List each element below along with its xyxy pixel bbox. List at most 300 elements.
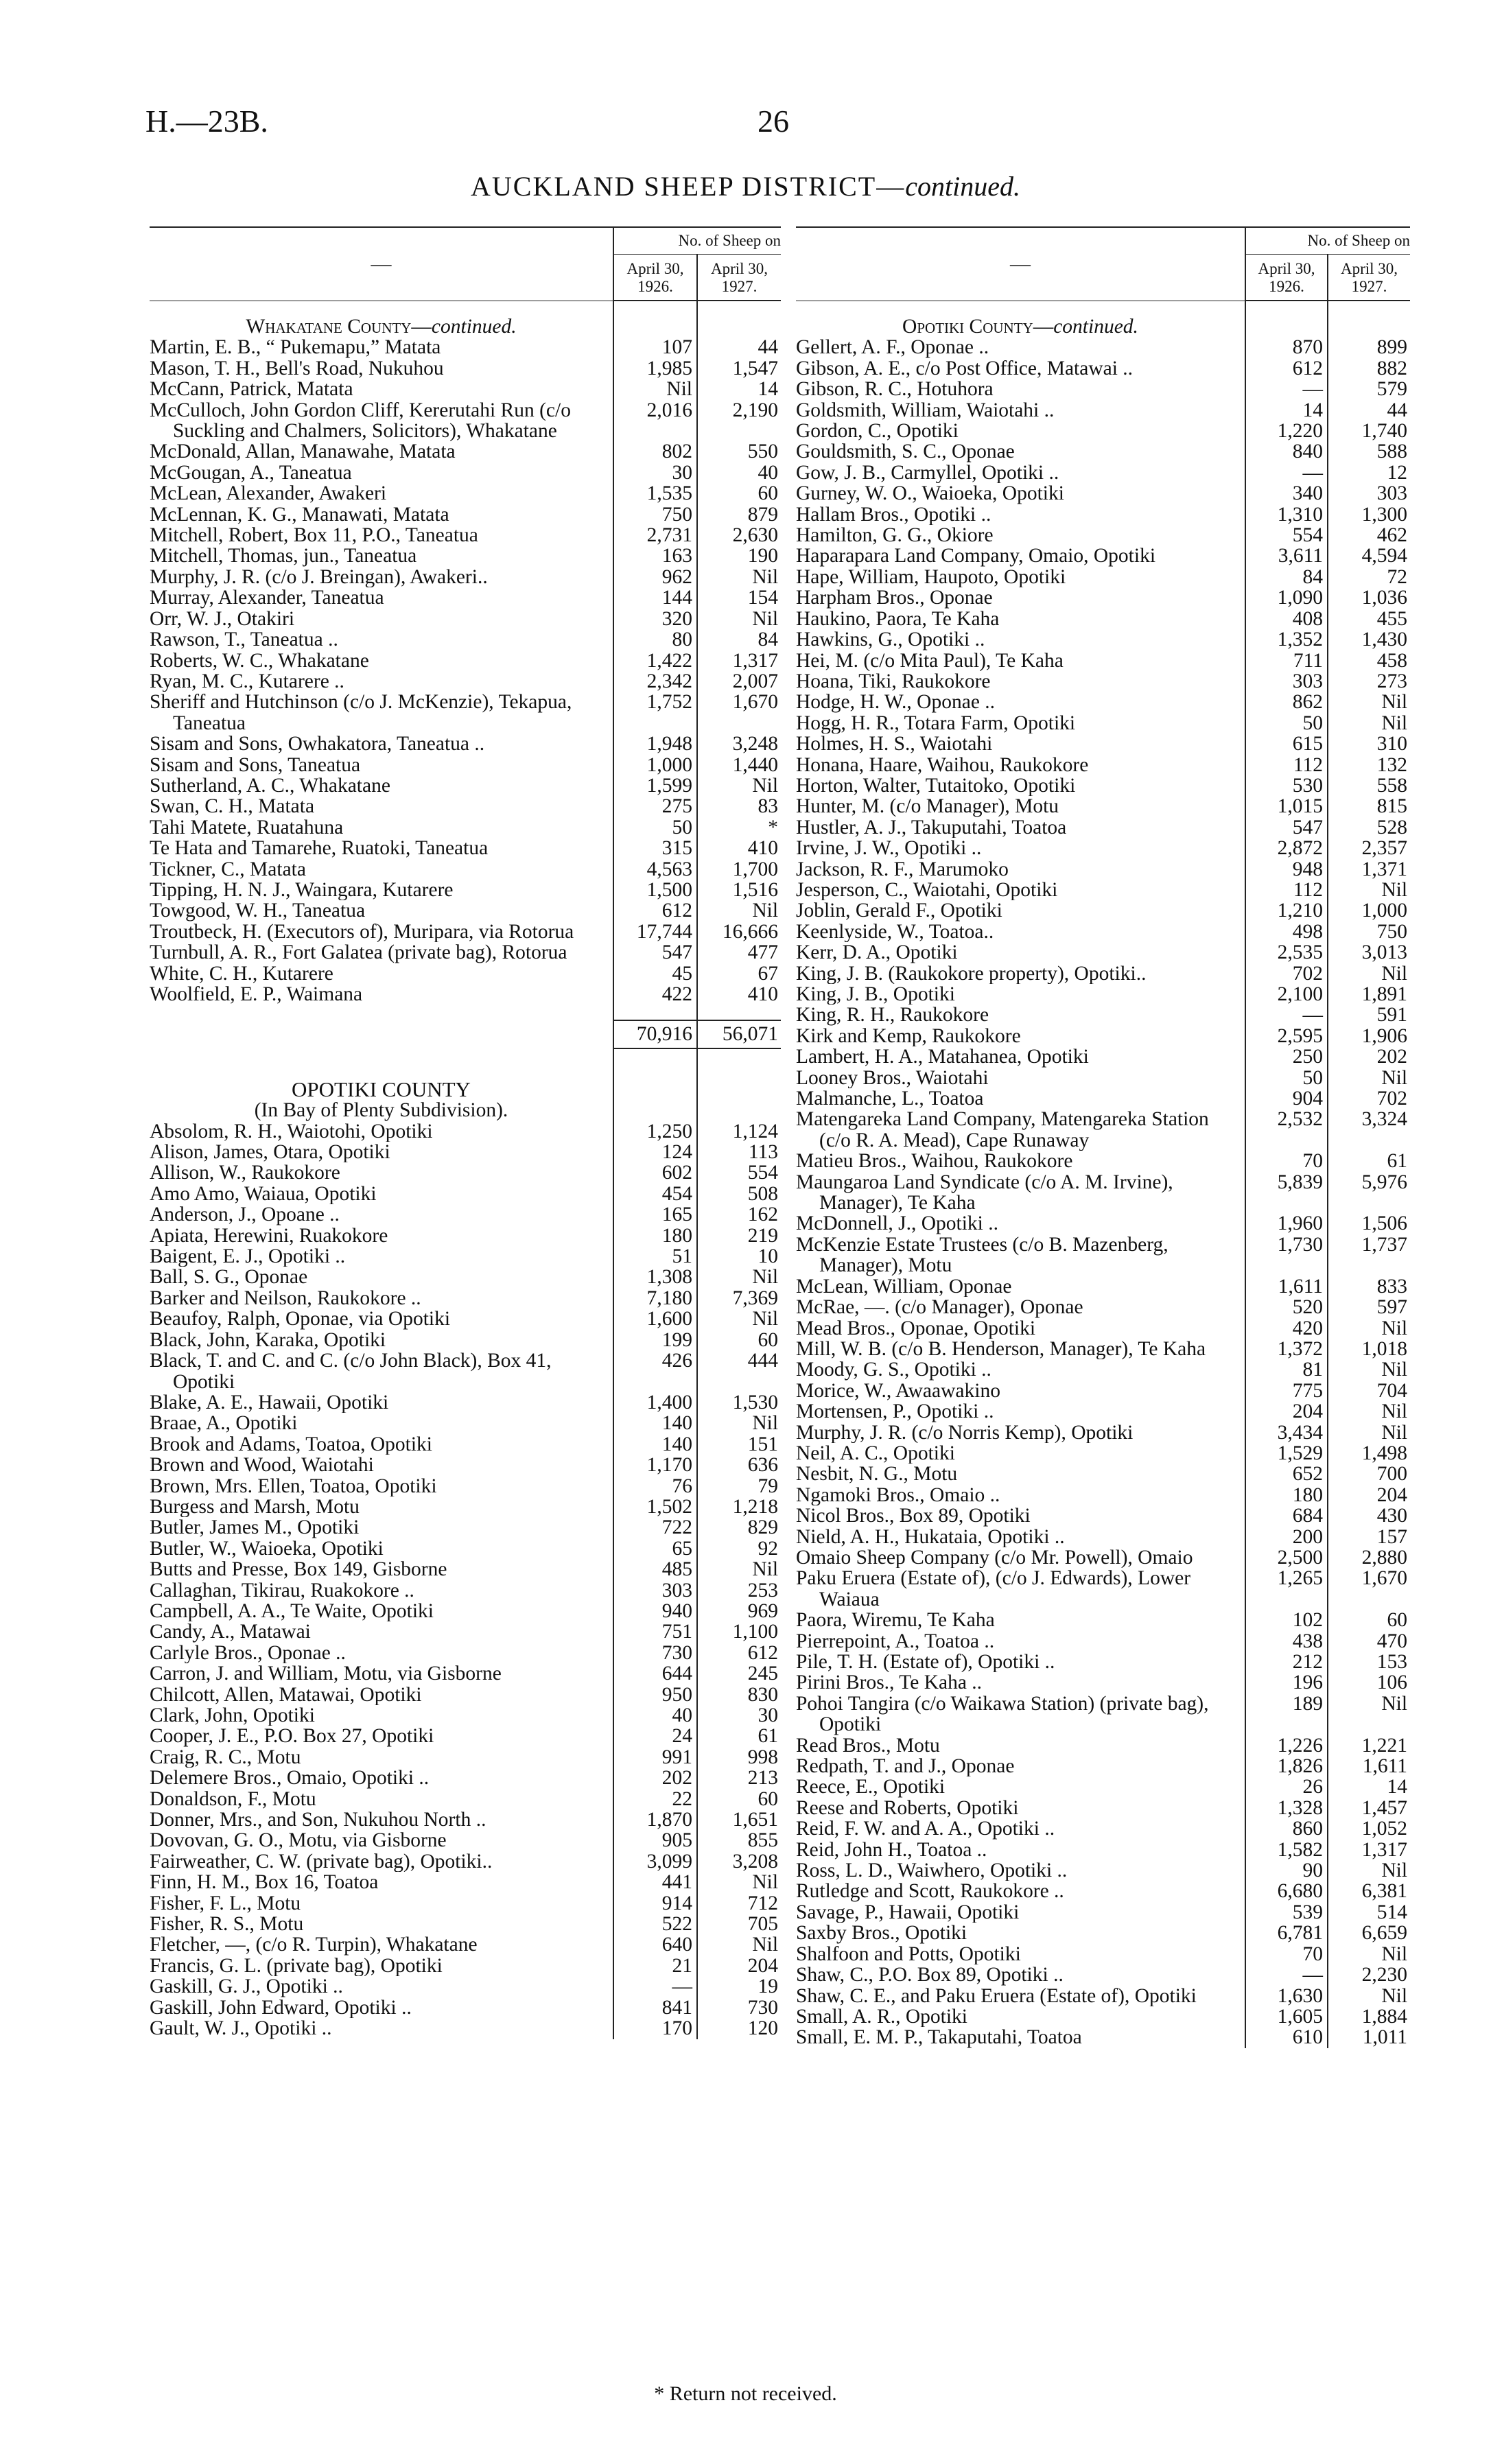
owner-name	[796, 755, 1245, 775]
sheep-1927: 3,248	[697, 734, 781, 754]
owner-name	[796, 504, 1245, 525]
owner-name	[796, 2027, 1245, 2048]
col-1926-header: April 30, 1926.	[613, 255, 697, 301]
sheep-1926: 1,265	[1245, 1568, 1328, 1610]
owner-name	[150, 1997, 613, 2018]
sheep-1927: 899	[1328, 337, 1410, 357]
sheep-1927: 1,891	[1328, 984, 1410, 1005]
owner-name	[796, 1610, 1245, 1630]
table-row	[796, 441, 1410, 462]
owner-name	[150, 1020, 613, 1048]
owner-name-text: Honana, Haare, Waihou, Raukokore	[796, 754, 1089, 775]
owner-name-text: Burgess and Marsh, Motu	[150, 1496, 360, 1518]
table-row	[150, 1204, 781, 1225]
owner-name-text: Hape, William, Haupoto, Opotiki	[796, 566, 1066, 588]
county-total-row	[150, 1020, 781, 1048]
sheep-1927: 558	[1328, 775, 1410, 796]
sheep-1927: 2,880	[1328, 1547, 1410, 1568]
left-column	[150, 226, 781, 2039]
table-row	[796, 650, 1410, 671]
county-name: Opotiki County—	[902, 316, 1054, 338]
owner-name-text: Carron, J. and William, Motu, via Gisborne	[150, 1663, 502, 1685]
owner-name-text: Tickner, C., Matata	[150, 858, 306, 880]
owner-name	[150, 1476, 613, 1497]
sheep-1927: 1,218	[697, 1497, 781, 1517]
sheep-1926: 1,328	[1245, 1798, 1328, 1818]
owner-name	[150, 900, 613, 921]
owner-name-text: Gault, W. J., Opotiki ..	[150, 2018, 332, 2039]
sheep-1926: 107	[613, 337, 697, 357]
owner-name-text: Holmes, H. S., Waiotahi	[796, 734, 993, 755]
sheep-1927: 2,230	[1328, 1964, 1410, 1985]
table-row	[150, 400, 781, 442]
owner-name	[150, 1142, 613, 1162]
table-row	[796, 1818, 1410, 1839]
table-row	[150, 1121, 781, 1142]
owner-name-text: Hei, M. (c/o Mita Paul), Te Kaha	[796, 650, 1064, 671]
owner-name-text: Savage, P., Hawaii, Opotiki	[796, 1901, 1020, 1923]
owner-name	[796, 316, 1245, 337]
table-row	[150, 1225, 781, 1246]
table-row	[796, 817, 1410, 838]
sheep-1927: 60	[697, 1789, 781, 1809]
owner-name-text: Nield, A. H., Hukataia, Opotiki ..	[796, 1526, 1065, 1547]
sheep-1926: 438	[1245, 1631, 1328, 1652]
owner-name	[796, 734, 1245, 754]
table-row	[150, 1621, 781, 1642]
table-row	[796, 2027, 1410, 2048]
sheep-1926: —	[1245, 462, 1328, 483]
owner-name-text: Omaio Sheep Company (c/o Mr. Powell), Omaio	[796, 1547, 1193, 1569]
table-row	[150, 545, 781, 566]
owner-name	[150, 1768, 613, 1788]
owner-name	[796, 441, 1245, 462]
table-row	[796, 1172, 1410, 1214]
owner-name-text: Kirk and Kemp, Raukokore	[796, 1025, 1021, 1047]
sheep-1927: Nil	[1328, 692, 1410, 712]
sheep-1927: 730	[697, 1997, 781, 2018]
table-row	[796, 1005, 1410, 1025]
sheep-1926: 1,605	[1245, 2006, 1328, 2027]
owner-name-text: Amo Amo, Waiaua, Opotiki	[150, 1183, 377, 1205]
table-row	[796, 1986, 1410, 2006]
owner-name-text: Harpham Bros., Oponae	[796, 587, 993, 609]
owner-name	[150, 316, 613, 337]
table-row	[150, 2018, 781, 2039]
sheep-1926: 1,210	[1245, 900, 1328, 921]
owner-name	[150, 379, 613, 399]
owner-name-text: Absolom, R. H., Waiotohi, Opotiki	[150, 1120, 433, 1142]
table-row	[796, 1776, 1410, 1797]
sheep-1927: Nil	[697, 1559, 781, 1580]
owner-name-text: Tipping, H. N. J., Waingara, Kutarere	[150, 879, 454, 901]
owner-name	[796, 1464, 1245, 1484]
table-row	[150, 337, 781, 357]
table-row	[796, 1547, 1410, 1568]
sheep-1927: 470	[1328, 1631, 1410, 1652]
sheep-1926: 50	[1245, 1068, 1328, 1088]
table-row	[150, 1330, 781, 1350]
sheep-1927: 213	[697, 1768, 781, 1788]
owner-name	[150, 1079, 613, 1100]
sheep-1927: 190	[697, 545, 781, 566]
county-subheading	[150, 1100, 781, 1120]
owner-name	[796, 1026, 1245, 1046]
sheep-1926: 275	[613, 796, 697, 817]
table-row	[796, 1068, 1410, 1088]
table-row	[150, 1663, 781, 1684]
owner-name-text: Reid, F. W. and A. A., Opotiki ..	[796, 1818, 1055, 1840]
sheep-1926: 539	[1245, 1902, 1328, 1923]
owner-name	[796, 1485, 1245, 1505]
sheep-1926: 722	[613, 1517, 697, 1538]
owner-name	[150, 1914, 613, 1934]
table-row	[150, 859, 781, 880]
owner-name-text: Hunter, M. (c/o Manager), Motu	[796, 796, 1059, 817]
owner-name-text: Beaufoy, Ralph, Oponae, via Opotiki	[150, 1309, 451, 1330]
sheep-1926: 840	[1245, 441, 1328, 462]
sheep-1927: 310	[1328, 734, 1410, 754]
owner-name-text: Moody, G. S., Opotiki ..	[796, 1359, 991, 1381]
table-row	[150, 1497, 781, 1517]
sheep-1926: 860	[1245, 1818, 1328, 1839]
owner-name	[150, 1162, 613, 1183]
sheep-1927: 700	[1328, 1464, 1410, 1484]
owner-name	[150, 337, 613, 357]
table-row	[150, 483, 781, 504]
table-row	[150, 1830, 781, 1851]
table-row	[796, 859, 1410, 880]
owner-name	[796, 1443, 1245, 1464]
sheep-1927	[1328, 301, 1410, 316]
sheep-1927	[697, 1100, 781, 1120]
sheep-1927: 1,100	[697, 1621, 781, 1642]
sheep-1927: 833	[1328, 1276, 1410, 1297]
owner-name-text: Gouldsmith, S. C., Oponae	[796, 441, 1015, 462]
owner-name-text: Nesbit, N. G., Motu	[796, 1464, 958, 1485]
owner-name-text: Shaw, C., P.O. Box 89, Opotiki ..	[796, 1964, 1064, 1986]
owner-name	[150, 1246, 613, 1267]
sheep-1927: 705	[697, 1914, 781, 1934]
sheep-1926: 70	[1245, 1944, 1328, 1964]
sheep-1927: 83	[697, 796, 781, 817]
sheep-1927: 14	[1328, 1776, 1410, 1797]
sheep-1927: Nil	[1328, 713, 1410, 734]
owner-name	[796, 1318, 1245, 1339]
table-row	[796, 1735, 1410, 1756]
sheep-1927: 5,976	[1328, 1172, 1410, 1214]
owner-name	[796, 1234, 1245, 1276]
sheep-1926: 196	[1245, 1672, 1328, 1693]
sheep-1927: 1,670	[697, 692, 781, 734]
sheep-1926: 2,872	[1245, 838, 1328, 858]
owner-name-text: Pile, T. H. (Estate of), Opotiki ..	[796, 1652, 1055, 1673]
owner-name-text: Orr, W. J., Otakiri	[150, 608, 295, 630]
sheep-1926: 7,180	[613, 1288, 697, 1309]
table-row	[150, 609, 781, 629]
table-row	[150, 629, 781, 650]
owner-name	[796, 1151, 1245, 1171]
sheep-1926: 1,015	[1245, 796, 1328, 817]
sheep-1927: Nil	[697, 1309, 781, 1329]
left-table-body	[150, 301, 781, 2039]
sheep-1927: 1,498	[1328, 1443, 1410, 1464]
table-row	[150, 1851, 781, 1872]
table-row	[796, 1944, 1410, 1964]
owner-name	[150, 650, 613, 671]
sheep-1927: 79	[697, 1476, 781, 1497]
table-row	[796, 1046, 1410, 1067]
sheep-1927: 1,124	[697, 1121, 781, 1142]
owner-name-text: Hallam Bros., Opotiki ..	[796, 504, 991, 526]
sheep-1926: 26	[1245, 1776, 1328, 1797]
owner-name	[796, 1923, 1245, 1943]
sheep-1927	[697, 1048, 781, 1064]
table-row	[150, 358, 781, 379]
table-row	[796, 755, 1410, 775]
owner-name-text: Brown, Mrs. Ellen, Toatoa, Opotiki	[150, 1475, 437, 1497]
table-row	[150, 1350, 781, 1392]
owner-name	[150, 1005, 613, 1020]
sheep-1927: 477	[697, 942, 781, 963]
owner-name	[796, 984, 1245, 1005]
table-row	[150, 1643, 781, 1663]
owner-name-text: McGougan, A., Taneatua	[150, 462, 352, 484]
table-row	[796, 629, 1410, 650]
owner-name	[796, 1381, 1245, 1401]
sheep-1927: 1,317	[1328, 1840, 1410, 1860]
table-row	[796, 1652, 1410, 1672]
sheep-1927: Nil	[1328, 1944, 1410, 1964]
sheep-1926: 750	[613, 504, 697, 525]
owner-name-text: Hogg, H. R., Totara Farm, Opotiki	[796, 712, 1076, 734]
sheep-1927: 6,659	[1328, 1923, 1410, 1943]
sheep-1927: Nil	[1328, 1359, 1410, 1380]
left-table	[150, 226, 781, 2039]
owner-name-text	[150, 316, 613, 337]
owner-name	[150, 629, 613, 650]
owner-name	[796, 1547, 1245, 1568]
table-row	[150, 1893, 781, 1914]
owner-name-text: Malmanche, L., Toatoa	[796, 1088, 984, 1110]
table-row	[150, 880, 781, 900]
table-row	[796, 1088, 1410, 1109]
owner-name-text: OPOTIKI COUNTY	[292, 1079, 471, 1101]
owner-name	[796, 1693, 1245, 1735]
sheep-1926: 140	[613, 1434, 697, 1455]
sheep-1926: 420	[1245, 1318, 1328, 1339]
sheep-1927: 154	[697, 587, 781, 608]
owner-name	[150, 462, 613, 483]
sheep-1927: 1,036	[1328, 587, 1410, 608]
owner-name	[150, 838, 613, 858]
owner-name	[150, 525, 613, 545]
sheep-1927: Nil	[697, 567, 781, 587]
owner-name	[150, 1048, 613, 1064]
sheep-1927: 1,737	[1328, 1234, 1410, 1276]
owner-name	[796, 775, 1245, 796]
sheep-1927: Nil	[697, 1267, 781, 1287]
sheep-1926: 1,422	[613, 650, 697, 671]
owner-name-text: Kerr, D. A., Opotiki	[796, 942, 958, 963]
owner-name	[150, 1976, 613, 1997]
owner-name	[150, 1643, 613, 1663]
sheep-1927: 1,670	[1328, 1568, 1410, 1610]
owner-name-text: Hawkins, G., Opotiki ..	[796, 629, 985, 650]
sheep-1927: 1,457	[1328, 1798, 1410, 1818]
sheep-1926	[613, 1048, 697, 1064]
owner-name	[796, 859, 1245, 880]
sheep-1927: 14	[697, 379, 781, 399]
owner-name-text: Butler, James M., Opotiki	[150, 1517, 360, 1538]
sheep-1926: 2,016	[613, 400, 697, 442]
owner-name-text: Pierrepoint, A., Toatoa ..	[796, 1630, 995, 1652]
owner-name-text: Mason, T. H., Bell's Road, Nukuhou	[150, 357, 444, 379]
sheep-1926: 1,582	[1245, 1840, 1328, 1860]
table-row	[796, 1464, 1410, 1484]
sheep-1926: 212	[1245, 1652, 1328, 1672]
sheep-1926: 2,731	[613, 525, 697, 545]
table-row	[796, 1902, 1410, 1923]
sheep-1927: 969	[697, 1601, 781, 1621]
sheep-1926: 303	[1245, 671, 1328, 692]
owner-name	[796, 1986, 1245, 2006]
sheep-1926: 14	[1245, 400, 1328, 421]
owner-name-text: Callaghan, Tikirau, Ruakokore ..	[150, 1580, 414, 1601]
sheep-1926	[613, 1064, 697, 1079]
sheep-1927: 712	[697, 1893, 781, 1914]
owner-name	[150, 1934, 613, 1955]
table-row	[796, 734, 1410, 754]
sheep-1926: 202	[613, 1768, 697, 1788]
owner-name-text: Maungaroa Land Syndicate (c/o A. M. Irvine), Manager), Te Kaha	[796, 1171, 1173, 1214]
sheep-1926: 547	[613, 942, 697, 963]
owner-name-text: Fisher, F. L., Motu	[150, 1892, 301, 1914]
table-row	[796, 900, 1410, 921]
owner-name	[796, 358, 1245, 379]
table-row	[796, 796, 1410, 817]
sheep-1926	[613, 1079, 697, 1100]
table-row	[150, 1288, 781, 1309]
sheep-1926: 775	[1245, 1381, 1328, 1401]
sheep-1926: 3,099	[613, 1851, 697, 1872]
report-reference: H.—23B.	[145, 104, 268, 139]
sheep-1927: 106	[1328, 1672, 1410, 1693]
sheep-1927: 72	[1328, 567, 1410, 587]
owner-name-text: Candy, A., Matawai	[150, 1621, 311, 1643]
owner-name	[150, 1434, 613, 1455]
table-row	[796, 1109, 1410, 1151]
sheep-1927: Nil	[697, 609, 781, 629]
owner-name	[796, 1401, 1245, 1422]
table-row	[150, 1976, 781, 1997]
owner-name-text: Fletcher, —, (c/o R. Turpin), Whakatane	[150, 1934, 478, 1956]
sheep-1926: 1,948	[613, 734, 697, 754]
owner-name-text: Read Bros., Motu	[796, 1735, 940, 1757]
owner-name	[796, 713, 1245, 734]
table-row	[796, 545, 1410, 566]
sheep-1926: 70	[1245, 1151, 1328, 1171]
sheep-1926: 1,529	[1245, 1443, 1328, 1464]
sheep-count-group-header: No. of Sheep on	[1245, 227, 1410, 255]
title-main: AUCKLAND SHEEP DISTRICT—	[471, 171, 906, 202]
sheep-1927: 273	[1328, 671, 1410, 692]
table-row	[796, 609, 1410, 629]
owner-name-text: Mortensen, P., Opotiki ..	[796, 1401, 994, 1422]
table-row	[796, 1401, 1410, 1422]
owner-name	[150, 1663, 613, 1684]
sheep-1927: 879	[697, 504, 781, 525]
table-row	[150, 1747, 781, 1768]
owner-name	[150, 358, 613, 379]
owner-name-text: Ross, L. D., Waiwhero, Opotiki ..	[796, 1860, 1068, 1881]
sheep-1927: 120	[697, 2018, 781, 2039]
owner-name-text: Shalfoon and Potts, Opotiki	[796, 1943, 1021, 1965]
sheep-1926: 1,826	[1245, 1756, 1328, 1776]
sheep-1926	[1245, 301, 1328, 316]
owner-name	[796, 1756, 1245, 1776]
sheep-1927	[697, 1079, 781, 1100]
owner-name	[796, 1818, 1245, 1839]
owner-name	[150, 942, 613, 963]
owner-name	[150, 1580, 613, 1601]
table-row	[150, 379, 781, 399]
sheep-1927: 1,906	[1328, 1026, 1410, 1046]
sheep-1927: 528	[1328, 817, 1410, 838]
table-row	[796, 1798, 1410, 1818]
sheep-1926: 200	[1245, 1527, 1328, 1547]
owner-name-text: Finn, H. M., Box 16, Toatoa	[150, 1872, 379, 1893]
owner-name-text: Roberts, W. C., Whakatane	[150, 650, 369, 671]
owner-name	[150, 880, 613, 900]
owner-name-text: Barker and Neilson, Raukokore ..	[150, 1287, 421, 1309]
owner-name-text: Braae, A., Opotiki	[150, 1413, 298, 1434]
sheep-1927	[1328, 316, 1410, 337]
sheep-1927: Nil	[697, 775, 781, 796]
sheep-1926: 841	[613, 1997, 697, 2018]
sheep-1926: 84	[1245, 567, 1328, 587]
owner-name-text: Craig, R. C., Motu	[150, 1746, 301, 1768]
owner-name	[796, 1213, 1245, 1234]
sheep-1927: 462	[1328, 525, 1410, 545]
owner-name	[796, 567, 1245, 587]
owner-name-text: Paora, Wiremu, Te Kaha	[796, 1610, 995, 1631]
table-row	[796, 1359, 1410, 1380]
table-row	[150, 775, 781, 796]
owner-name	[796, 1359, 1245, 1380]
owner-name-text: Murphy, J. R. (c/o Norris Kemp), Opotiki	[796, 1422, 1134, 1443]
owner-name-text: Gurney, W. O., Waioeka, Opotiki	[796, 483, 1064, 504]
name-column-header: —	[150, 227, 613, 301]
owner-name	[796, 1944, 1245, 1964]
owner-name	[796, 650, 1245, 671]
table-row	[796, 525, 1410, 545]
owner-name	[150, 400, 613, 442]
sheep-1926: 4,563	[613, 859, 697, 880]
sheep-1927: 2,007	[697, 671, 781, 692]
sheep-1927: 550	[697, 441, 781, 462]
sheep-1927: 1,700	[697, 859, 781, 880]
sheep-1926: 948	[1245, 859, 1328, 880]
sheep-1927: 702	[1328, 1088, 1410, 1109]
owner-name	[796, 900, 1245, 921]
sheep-1926: 426	[613, 1350, 697, 1392]
spacer-row	[150, 301, 781, 316]
sheep-1927: 1,516	[697, 880, 781, 900]
sheep-1926: 862	[1245, 692, 1328, 712]
sheep-1927: 44	[1328, 400, 1410, 421]
owner-name-text: Neil, A. C., Opotiki	[796, 1442, 955, 1464]
